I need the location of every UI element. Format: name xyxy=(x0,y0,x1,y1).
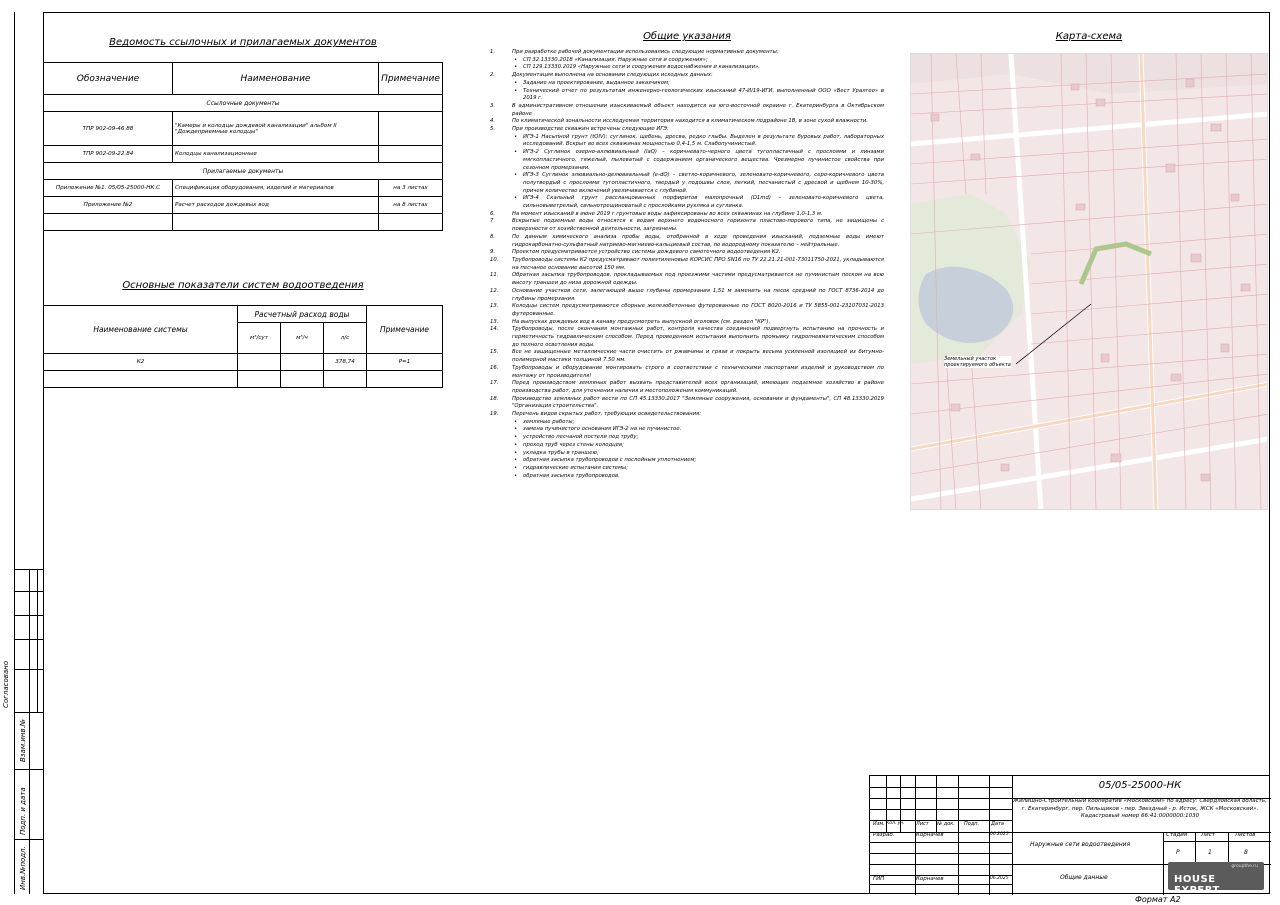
note-number: 5. xyxy=(490,126,496,133)
table-cell xyxy=(44,214,173,231)
map-title: Карта-схема xyxy=(1055,31,1123,42)
note-number: 6. xyxy=(490,210,496,217)
table-row xyxy=(44,146,443,163)
company-logo xyxy=(1168,862,1264,896)
table-cell: на 3 листах xyxy=(379,180,443,197)
table-cell xyxy=(379,112,443,146)
lists-header: Листов xyxy=(1235,832,1256,838)
margin-row xyxy=(15,639,44,640)
organization-text: Жилищно-Строительный кооператив «Московский» по адресу: Свердловская область, г. Екатеринбург, пер. Пильщиков - пер. Звездный - р. Исток, ЖСК «Московский». Кадастровый номер 66:41:0000000:1030 xyxy=(1013,798,1267,819)
table-row xyxy=(44,197,443,214)
note-number: 2. xyxy=(490,72,496,79)
note-bullet: • устройство песчаной постели под трубу; xyxy=(490,434,884,442)
margin-row xyxy=(15,591,44,592)
stamp-head-kol: Кол. уч. xyxy=(886,821,905,826)
table-cell xyxy=(379,146,443,163)
table-cell xyxy=(281,354,324,371)
stage-header: Стадия xyxy=(1166,832,1188,838)
map-drawing xyxy=(911,54,1268,510)
note-text: Вскрытые подземные воды относятся к водам верхнего водоносного горизонта пластово-порового типа, не защищены с поверхности от хозяйственной деятельности, загрязнены. xyxy=(512,218,884,233)
refs-header-code: Обозначение xyxy=(44,63,173,95)
note-number: 12. xyxy=(490,287,499,294)
note-item xyxy=(490,49,884,57)
table-row xyxy=(44,112,443,146)
note-item xyxy=(490,249,884,257)
note-text: При производстве скважин встречены следующие ИГЭ: xyxy=(512,126,669,133)
table-row xyxy=(44,180,443,197)
note-bullet: • обратная засыпка трубопроводов. xyxy=(490,473,884,481)
note-text: По климатической зональности исследуемая территория находится в климатическом подрайоне 1В, в зоне сухой влажности. xyxy=(512,118,868,125)
note-number: 14. xyxy=(490,326,499,333)
map-site-label: Земельный участок проектируемого объекта xyxy=(944,356,1011,368)
table-row xyxy=(44,214,443,231)
table-cell: Приложение №1. 05/05-25000-НК.С xyxy=(44,180,173,197)
note-item xyxy=(490,72,884,80)
note-number: 13. xyxy=(490,318,499,325)
note-item xyxy=(490,380,884,395)
indicators-header-flow: Расчетный расход воды xyxy=(238,306,367,323)
note-number: 8. xyxy=(490,233,496,240)
notes-title: Общие указания xyxy=(643,31,731,42)
note-number: 16. xyxy=(490,364,499,371)
stamp-date-gip: 06.2025 xyxy=(990,876,1009,881)
note-number: 3. xyxy=(490,102,496,109)
sheet-format: Формат А2 xyxy=(1135,895,1181,904)
table-cell: "Камеры и колодцы дождевой канализации" альбом II "Дождеприемные колодцы" xyxy=(173,112,379,146)
note-number: 13. xyxy=(490,303,499,310)
note-number: 18. xyxy=(490,395,499,402)
note-bullet: • ИГЭ-4 Скальный грунт рассланцованных порфиритов малопрочный (D1md) – зеленовато-коричневого цвета, сильновыветрелый, сильнотрещиноватый с прослойками рухляка и суглинка. xyxy=(490,195,884,210)
table-row xyxy=(44,354,443,371)
note-text: Производство земляных работ вести по СП 45.13330.2017 "Земляные сооружения, основания и фундаменты", СП 48.13330.2019 "Организация строительства". xyxy=(512,395,884,410)
note-number: 15. xyxy=(490,349,499,356)
table-cell: Спецификация оборудования, изделий и материалов xyxy=(173,180,379,197)
table-cell: Колодцы канализационные xyxy=(173,146,379,163)
note-text: Перед производством земляных работ вызвать представителей всех организаций, имеющих подземное хозяйство в районе производства работ, для уточнения наличия и местоположения коммуникаций. xyxy=(512,380,884,394)
document-code: 05/05-25000-НК xyxy=(1098,780,1182,791)
stamp-date-developer: 06.2025 xyxy=(990,832,1009,837)
table-cell: К2 xyxy=(44,354,238,371)
note-bullet: • обратная засыпка трубопроводов с послойным уплотнением; xyxy=(490,457,884,465)
stamp-head-izm: Изм. xyxy=(873,821,885,827)
lists-value: 8 xyxy=(1244,849,1248,856)
stamp-head-sign: Подп. xyxy=(964,821,980,827)
note-text: На момент изысканий в июне 2019 г грунтовые воды зафиксированы во всех скважинах на глубине 1,0-1,3 м. xyxy=(512,210,823,217)
refs-title: Ведомость ссылочных и прилагаемых документов xyxy=(109,37,377,48)
indicators-title: Основные показатели систем водоотведения xyxy=(122,280,364,291)
note-bullet: • СП 129.13330.2019 «Наружные сети и сооружения водоснабжения и канализации». xyxy=(490,64,884,72)
stamp-name-developer: Корначев xyxy=(916,832,944,838)
margin-vzam-label: Взам.инв.№ xyxy=(19,718,27,762)
note-text: Трубопроводы системы К2 предусматривают полиэтиленовые КОРСИС ПРО SN16 по ТУ 22.21.21-001-73011750-2021, укладываются на песчаное основание высотой 150 мм. xyxy=(512,256,884,271)
table-cell xyxy=(238,371,281,388)
sheet-name: Общие данные xyxy=(1060,874,1108,881)
note-text: Основание участков сети, залегающей выше глубины промерзания 1,51 м заменить на песок средний по ГОСТ 8736-2014 до глубины промерзания. xyxy=(512,287,884,302)
note-text: Проектом предусматривается устройство системы дождевого самотечного водоотведения К2. xyxy=(512,249,781,256)
refs-header-note: Примечание xyxy=(379,63,443,95)
note-item xyxy=(490,349,884,364)
indicators-header-note: Примечание xyxy=(367,306,443,354)
margin-row xyxy=(15,615,44,616)
note-text: Все не защищенные металлические части очистить от ржавчины и грязи и покрыть весьма усиленной изоляцией из битумно-полимерной мастики толщиной 7.50 мм. xyxy=(512,349,884,364)
refs-header-name: Наименование xyxy=(173,63,379,95)
note-bullet: • ИГЭ-3 Суглинок элювиально-делювиальный (e-dQ) – светло-коричневого, зеленовато-коричневого, серо-коричневого цвета полутвердый с прослоями тугопластичного, твердый у подошвы слоя, легкий, песчанистый с дресвой и щебнем 10-30%, причем количество включений увеличивается с глубиной. xyxy=(490,172,884,195)
note-number: 1. xyxy=(490,49,496,55)
table-cell: Приложение №2 xyxy=(44,197,173,214)
note-number: 11. xyxy=(490,272,499,279)
note-text: Трубопроводы, после окончания монтажных работ, контроля качества соединений подвергнуть испытанию на прочность и герметичность гидравлическим способом. Перед проведением испытания выполнить промывку гидропневматическим способом до полного осветления воды. xyxy=(512,326,884,348)
note-bullet: • гидравлические испытания системы; xyxy=(490,465,884,473)
note-text: Документация выполнена на основании следующих исходных данных: xyxy=(512,72,713,79)
note-bullet: • СП 32.13330.2018 «Канализация. Наружные сети и сооружения»; xyxy=(490,57,884,65)
note-bullet: • ИГЭ-2 Суглинок озерно-аллювиальный (laQ) – коричневато-черного цвета тугопластичный с прослоями и линзами мягкопластичного, тяжелый, пылеватый с содержанием органического вещества. Чрезмерно пучинистое свойства при сезонном промерзании. xyxy=(490,149,884,172)
table-cell: на 8 листах xyxy=(379,197,443,214)
table-cell: ТПР 902-09-22.84 xyxy=(44,146,173,163)
note-number: 4. xyxy=(490,118,496,125)
note-item xyxy=(490,365,884,380)
site-map xyxy=(910,53,1268,510)
list-header: Лист xyxy=(1201,832,1215,838)
table-row xyxy=(44,371,443,388)
note-number: 10. xyxy=(490,256,499,263)
table-cell xyxy=(44,371,238,388)
note-bullet: • земляные работы; xyxy=(490,419,884,427)
note-item xyxy=(490,396,884,411)
table-cell: ТПР 902-09-46.88 xyxy=(44,112,173,146)
note-item xyxy=(490,272,884,287)
note-item xyxy=(490,234,884,249)
table-cell xyxy=(238,354,281,371)
refs-table xyxy=(43,62,443,231)
unit-l-s: л/с xyxy=(324,323,367,354)
note-item xyxy=(490,118,884,126)
stamp-name-gip: Корначев xyxy=(916,876,944,882)
note-item xyxy=(490,257,884,272)
note-text: Трубопроводы и оборудование монтировать строго в соответствии с техническими паспортами изделий и руководством по монтажу от производителя! xyxy=(512,364,884,379)
note-number: 7. xyxy=(490,218,496,225)
margin-inv-label: Инв.№подл. xyxy=(19,846,27,890)
note-text: При разработке рабочей документации использовались следующие нормативные документы: xyxy=(512,49,779,55)
margin-divider xyxy=(29,712,30,894)
note-item xyxy=(490,218,884,233)
stamp-role-developer: Разраб. xyxy=(873,832,895,838)
note-bullet: • ИГЭ-1 Насыпной грунт (tQIV): суглинок, щебень, дресва, редко глыбы. Выделен в результате буровых работ, лабораторных исследований. Вскрыт во всех скважинах мощностью 0,4-1,5 м. Слабопучинистый. xyxy=(490,134,884,149)
table-cell xyxy=(173,214,379,231)
stamp-head-doc: № док. xyxy=(937,821,955,827)
unit-m3-day: м³/сут xyxy=(238,323,281,354)
note-number: 9. xyxy=(490,249,496,256)
note-item xyxy=(490,211,884,219)
margin-podp-label: Подп. и дата xyxy=(19,787,27,835)
table-cell: Р=1 xyxy=(367,354,443,371)
list-value: 1 xyxy=(1208,849,1212,856)
table-cell xyxy=(281,371,324,388)
note-item xyxy=(490,103,884,118)
note-item xyxy=(490,319,884,327)
table-cell xyxy=(379,214,443,231)
note-text: Перечень видов скрытых работ, требующих освидетельствования: xyxy=(512,411,702,418)
stamp-head-date: Дата xyxy=(991,821,1004,827)
table-cell xyxy=(367,371,443,388)
note-text: По данным химического анализа пробы воды, отобранной в ходе проведения изысканий, подземные воды имеют гидрокарбонатно-сульфатный натриево-магниево-кальциевый состав, по водородному показателю – нейтральные. xyxy=(512,233,884,248)
margin-row xyxy=(15,569,44,570)
indicators-table xyxy=(43,305,443,388)
note-item xyxy=(490,126,884,134)
table-cell: 378,74 xyxy=(324,354,367,371)
note-item xyxy=(490,411,884,419)
refs-section-att: Прилагаемые документы xyxy=(44,163,443,180)
stage-value: Р xyxy=(1176,849,1180,856)
refs-section-ref: Ссылочные документы xyxy=(44,95,443,112)
margin-agreed-label: Согласовано xyxy=(2,660,10,708)
note-text: В административном отношении изыскиваемый объект находится на юго-восточной окраине г. Екатеринбурга в Октябрьском районе xyxy=(512,102,884,117)
note-text: Обратная засыпка трубопроводов, прокладываемых под проезжими частями предусматривается не пучинистым песком на всю высоту траншеи до низа дорожной одежды. xyxy=(512,272,884,287)
note-bullet: • Задание на проектирование, выданное заказчиком; xyxy=(490,80,884,88)
unit-m3-hour: м³/ч xyxy=(281,323,324,354)
logo-site: groupthe.ru xyxy=(1231,864,1258,869)
note-item xyxy=(490,303,884,318)
logo-text: HOUSE EXPERT xyxy=(1174,874,1220,896)
stamp-role-gip: ГИП xyxy=(873,876,885,882)
indicators-header-name: Наименование системы xyxy=(44,306,238,354)
margin-row xyxy=(15,669,44,670)
table-cell: Расчет расходов дождевых вод xyxy=(173,197,379,214)
note-bullet: • укладка трубы в траншею; xyxy=(490,450,884,458)
stamp-head-list: Лист xyxy=(916,821,929,827)
table-cell xyxy=(324,371,367,388)
note-number: 17. xyxy=(490,380,499,387)
notes-list xyxy=(490,49,884,480)
sheet-title: Наружные сети водоотведения xyxy=(1030,841,1131,848)
note-item xyxy=(490,326,884,349)
note-bullet: • Технический отчет по результатам инженерно-геологических изысканий 47-И/19-ИГИ, выполненный ООО «Вест Уралгео» в 2019 г. xyxy=(490,88,884,103)
note-bullet: • проход труб через стены колодцев; xyxy=(490,442,884,450)
note-item xyxy=(490,288,884,303)
note-text: На выпусках дождевых вод в канаву предусмотреть выпускной оголовок (см. раздел "КР"). xyxy=(512,318,771,325)
note-text: Колодцы систем предусматриваются сборные железобетонные футерованные по ГОСТ 8020-2016 и ТУ 5855-001-23107031-2013 футерованные. xyxy=(512,303,884,317)
note-number: 19. xyxy=(490,411,499,418)
note-bullet: • замена пучинистого основания ИГЭ-2 на не пучинистое. xyxy=(490,426,884,434)
